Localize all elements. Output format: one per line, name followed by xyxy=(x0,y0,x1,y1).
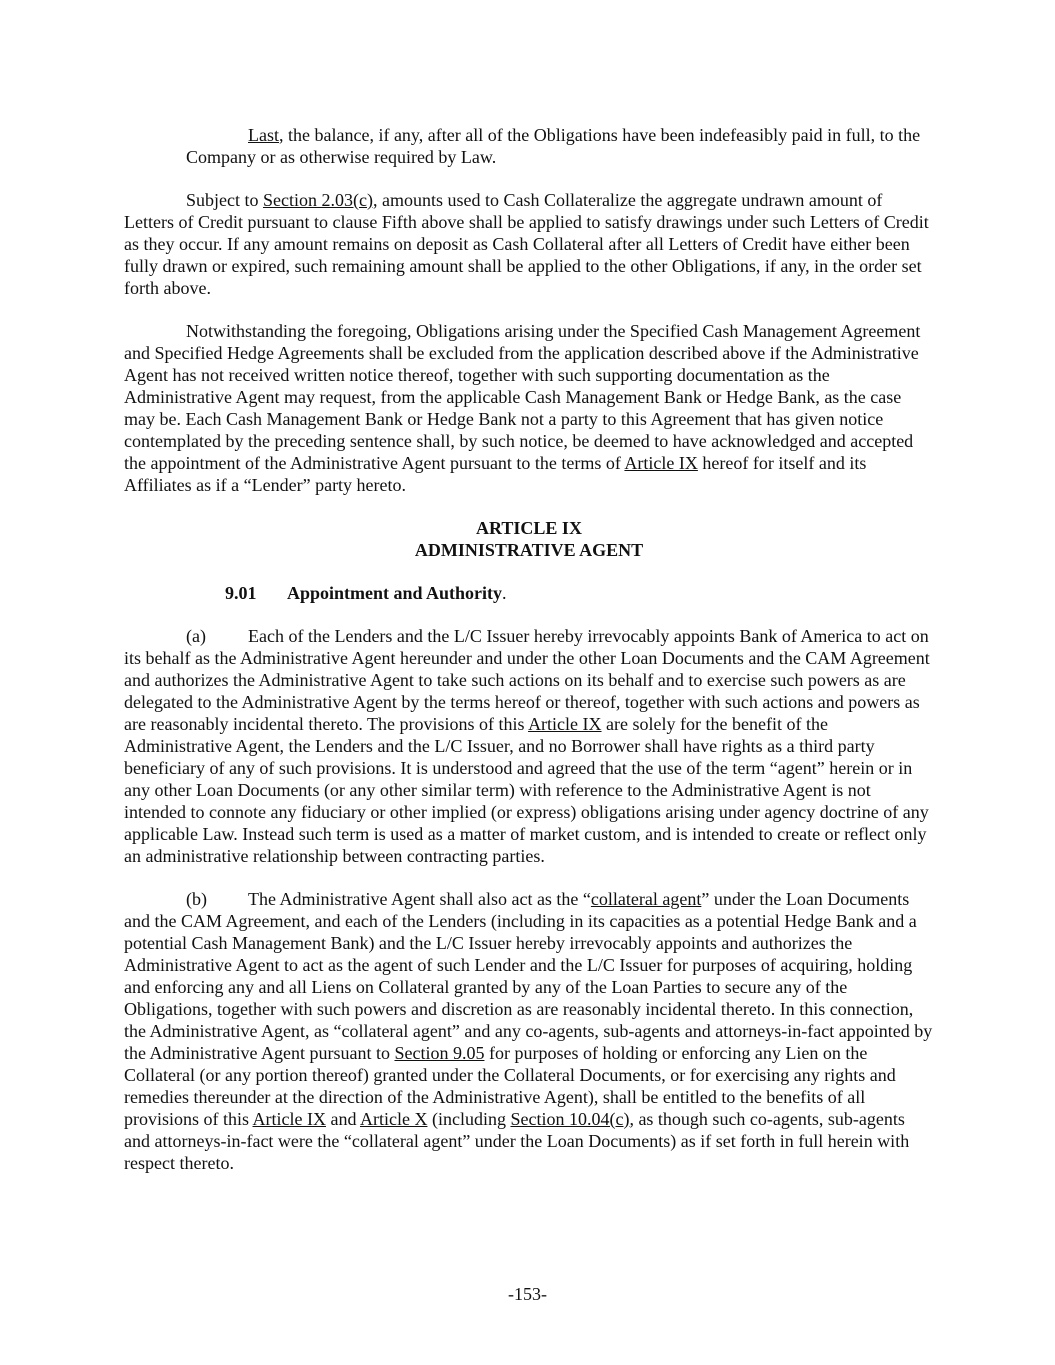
paragraph-text: , the balance, if any, after all of the Obligations have been indefeasibly paid in full, to the Company or as otherwise required by Law. xyxy=(186,125,921,167)
paragraph-text: Notwithstanding the foregoing, Obligations arising under the Specified Cash Management Agreement and Specified Hedge Agreements shall be excluded from the application described above if the Administrative Agent has not received written notice thereof, together with such supporting documentation as the Administrative Agent may request, from the applicable Cash Management Bank or Hedge Bank, as the case may be. Each Cash Management Bank or Hedge Bank not a party to this Agreement that has given notice contemplated by the preceding sentence shall, by such notice, be deemed to have acknowledged and accepted the appointment of the Administrative Agent pursuant to the terms of xyxy=(124,321,921,473)
paragraph-text: (including xyxy=(427,1109,511,1129)
paragraph-text: for purposes of holding or enforcing any Lien on the Collateral (or any portion thereof) granted under the Collateral Documents, or for exercising any rights and remedies thereunder at the direction of the Administrative Agent), shall be entitled to the benefits of all provisions of this xyxy=(124,1043,896,1129)
paragraph-text: Subject to xyxy=(186,190,263,210)
document-page xyxy=(124,124,934,1174)
paragraph-text: Each of the Lenders and the L/C Issuer hereby irrevocably appoints Bank of America to act on its behalf as the Administrative Agent hereunder and under the other Loan Documents and the CAM Agreement and authorizes the Administrative Agent to take such actions on its behalf and to exercise such powers as are delegated to the Administrative Agent by the terms hereof or thereof, together with such actions and powers as are reasonably incidental thereto. The provisions of this xyxy=(124,626,930,734)
cross-reference: Article IX xyxy=(528,714,602,734)
page-number: -153- xyxy=(508,1284,547,1304)
cross-reference: Section 2.03(c) xyxy=(263,190,373,210)
cross-reference: Article IX xyxy=(252,1109,326,1129)
paragraph-text: ” under the Loan Documents and the CAM Agreement, and each of the Lenders (including in its capacities as a potential Hedge Bank and a potential Cash Management Bank) and the L/C Issuer hereby irrevocably appoints and authorizes the Administrative Agent to act as the agent of such Lender and the L/C Issuer for purposes of acquiring, holding and enforcing any and all Liens on Collateral granted by any of the Loan Parties to secure any of the Obligations, together with such powers and discretion as are reasonably incidental thereto. In this connection, the Administrative Agent, as “collateral agent” and any co-agents, sub-agents and attorneys-in-fact appointed by the Administrative Agent pursuant to xyxy=(124,889,933,1063)
paragraph-text: are solely for the benefit of the Administrative Agent, the Lenders and the L/C Issuer, and no Borrower shall have rights as a third party beneficiary of any of such provisions. It is understood and agreed that the use of the term “agent” herein or in any other Loan Documents (or any other similar term) with reference to the Administrative Agent is not intended to connote any fiduciary or other implied (or express) obligations arising under agency doctrine of any applicable Law. Instead such term is used as a matter of market custom, and is intended to create or reflect only an administrative relationship between contracting parties. xyxy=(124,714,929,866)
term-last: Last xyxy=(248,125,279,145)
section-title-period: . xyxy=(502,583,507,603)
paragraph-text: and xyxy=(325,1109,360,1129)
paragraph-text: The Administrative Agent shall also act as the “ xyxy=(248,889,591,909)
article-title: ADMINISTRATIVE AGENT xyxy=(414,540,644,560)
paragraph-subject-to xyxy=(124,189,934,299)
cross-reference: Article IX xyxy=(624,453,698,473)
cross-reference: Section 9.05 xyxy=(394,1043,485,1063)
section-heading xyxy=(124,582,934,604)
cross-reference: Article X xyxy=(359,1109,428,1129)
paragraph-last xyxy=(124,124,934,168)
paragraph-notwithstanding xyxy=(124,320,934,496)
paragraph-text: , as though such co-agents, sub-agents and attorneys-in-fact were the “collateral agent” under the Loan Documents) as if set forth in full herein with respect thereto. xyxy=(124,1109,910,1173)
cross-reference: Section 10.04(c) xyxy=(510,1109,630,1129)
article-number: ARTICLE IX xyxy=(476,518,582,538)
paragraph-text: , amounts used to Cash Collateralize the aggregate undrawn amount of Letters of Credit pursuant to clause Fifth above shall be applied to satisfy drawings under such Letters of Credit as they occur. If any amount remains on deposit as Cash Collateral after all Letters of Credit have either been fully drawn or expired, such remaining amount shall be applied to the other Obligations, if any, in the order set forth above. xyxy=(124,190,929,298)
defined-term: collateral agent xyxy=(590,889,702,909)
paragraph-a xyxy=(124,625,934,867)
section-number: 9.01 xyxy=(225,583,257,603)
section-title: Appointment and Authority xyxy=(287,583,503,603)
paragraph-text: hereof for itself and its Affiliates as if a “Lender” party hereto. xyxy=(124,453,867,495)
subsection-label: (b) xyxy=(186,889,207,909)
paragraph-b xyxy=(124,888,934,1174)
subsection-label: (a) xyxy=(186,626,206,646)
